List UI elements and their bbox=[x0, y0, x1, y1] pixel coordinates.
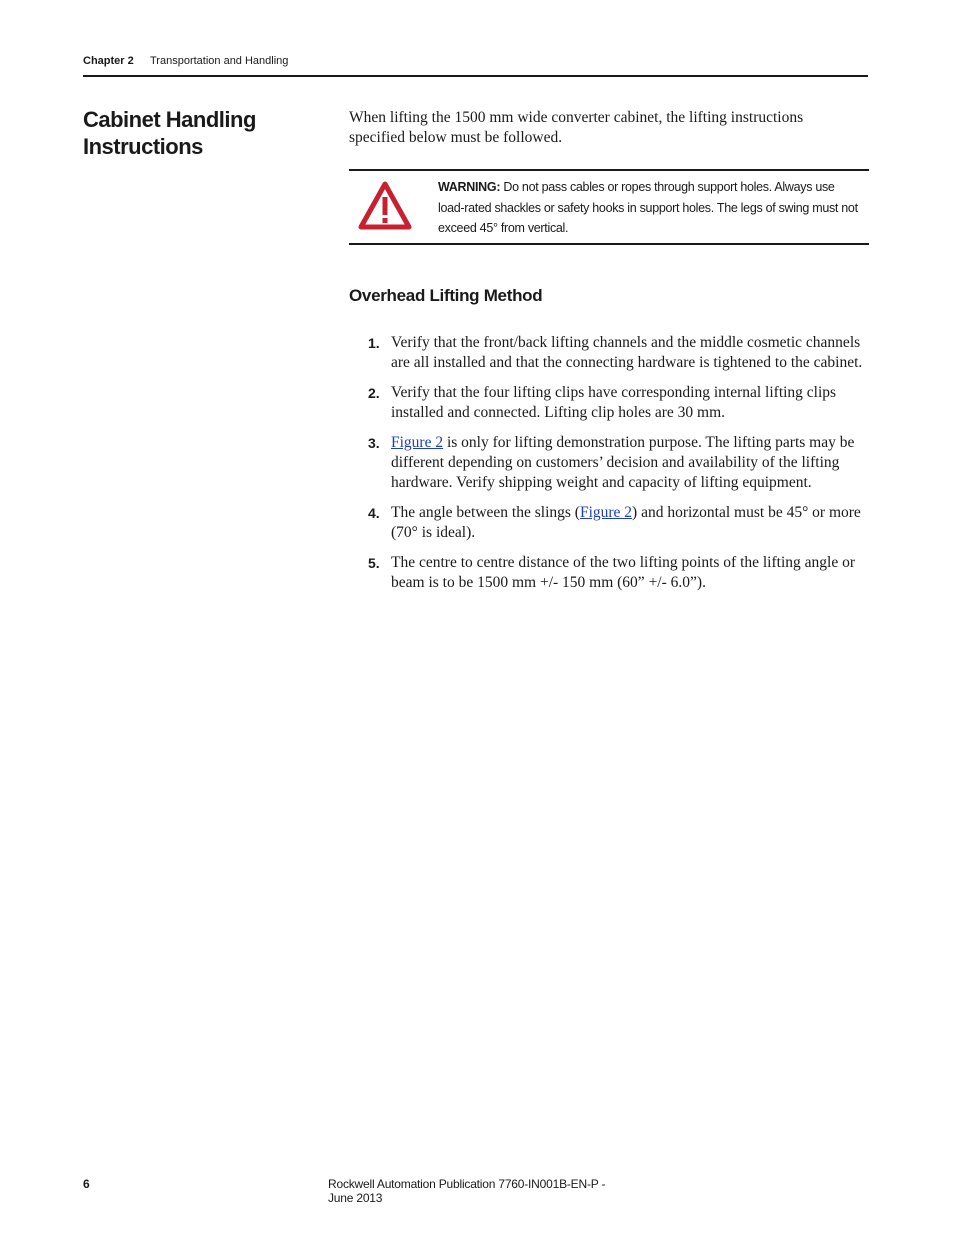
step-number: 1. bbox=[368, 335, 380, 351]
warning-message: Do not pass cables or ropes through support holes. Always use load-rated shackles or safety hooks in support holes. The legs of swing must not exceed 45° from vertical. bbox=[438, 180, 858, 235]
step-text: is only for lifting demonstration purpose. The lifting parts may be different depending on customers’ decision and availability of the lifting hardware. Verify shipping weight and capacity of lifting equipment. bbox=[391, 434, 855, 491]
step-number: 2. bbox=[368, 385, 380, 401]
subsection-heading: Overhead Lifting Method bbox=[349, 286, 543, 305]
chapter-label: Chapter 2 bbox=[83, 55, 134, 67]
section-label: Transportation and Handling bbox=[150, 55, 289, 67]
figure-2-link[interactable]: Figure 2 bbox=[391, 434, 444, 451]
list-item bbox=[349, 433, 869, 493]
step-number: 4. bbox=[368, 505, 380, 521]
list-item bbox=[349, 553, 869, 593]
section-title: Cabinet Handling Instructions bbox=[83, 107, 256, 159]
figure-2-link[interactable]: Figure 2 bbox=[579, 504, 633, 521]
step-text: The centre to centre distance of the two lifting points of the lifting angle or beam is to be 1500 mm +/- 150 mm (60” +/- 6.0”). bbox=[391, 554, 855, 591]
warning-triangle-icon bbox=[358, 181, 412, 231]
warning-text bbox=[438, 177, 863, 239]
list-item bbox=[349, 503, 869, 543]
list-item bbox=[349, 333, 869, 373]
list-item bbox=[349, 383, 869, 423]
steps-list bbox=[349, 333, 869, 603]
step-text: Verify that the front/back lifting channels and the middle cosmetic channels are all installed and that the connecting hardware is tightened to the cabinet. bbox=[391, 334, 863, 371]
running-header bbox=[83, 53, 868, 77]
step-text: Verify that the four lifting clips have corresponding internal lifting clips installed and connected. Lifting clip holes are 30 mm. bbox=[391, 384, 837, 421]
warning-label: WARNING: bbox=[438, 180, 501, 194]
step-text: The angle between the slings ( bbox=[391, 504, 580, 521]
warning-box bbox=[349, 169, 869, 245]
intro-paragraph: When lifting the 1500 mm wide converter cabinet, the lifting instructions specified below must be followed. bbox=[349, 109, 804, 146]
step-number: 5. bbox=[368, 555, 380, 571]
step-text: ) and horizontal must be 45° or more (70° is ideal). bbox=[391, 504, 861, 541]
step-number: 3. bbox=[368, 435, 380, 451]
publication-info: Rockwell Automation Publication 7760-IN001B-EN-P - June 2013 bbox=[328, 1177, 606, 1205]
page-number: 6 bbox=[83, 1177, 90, 1191]
